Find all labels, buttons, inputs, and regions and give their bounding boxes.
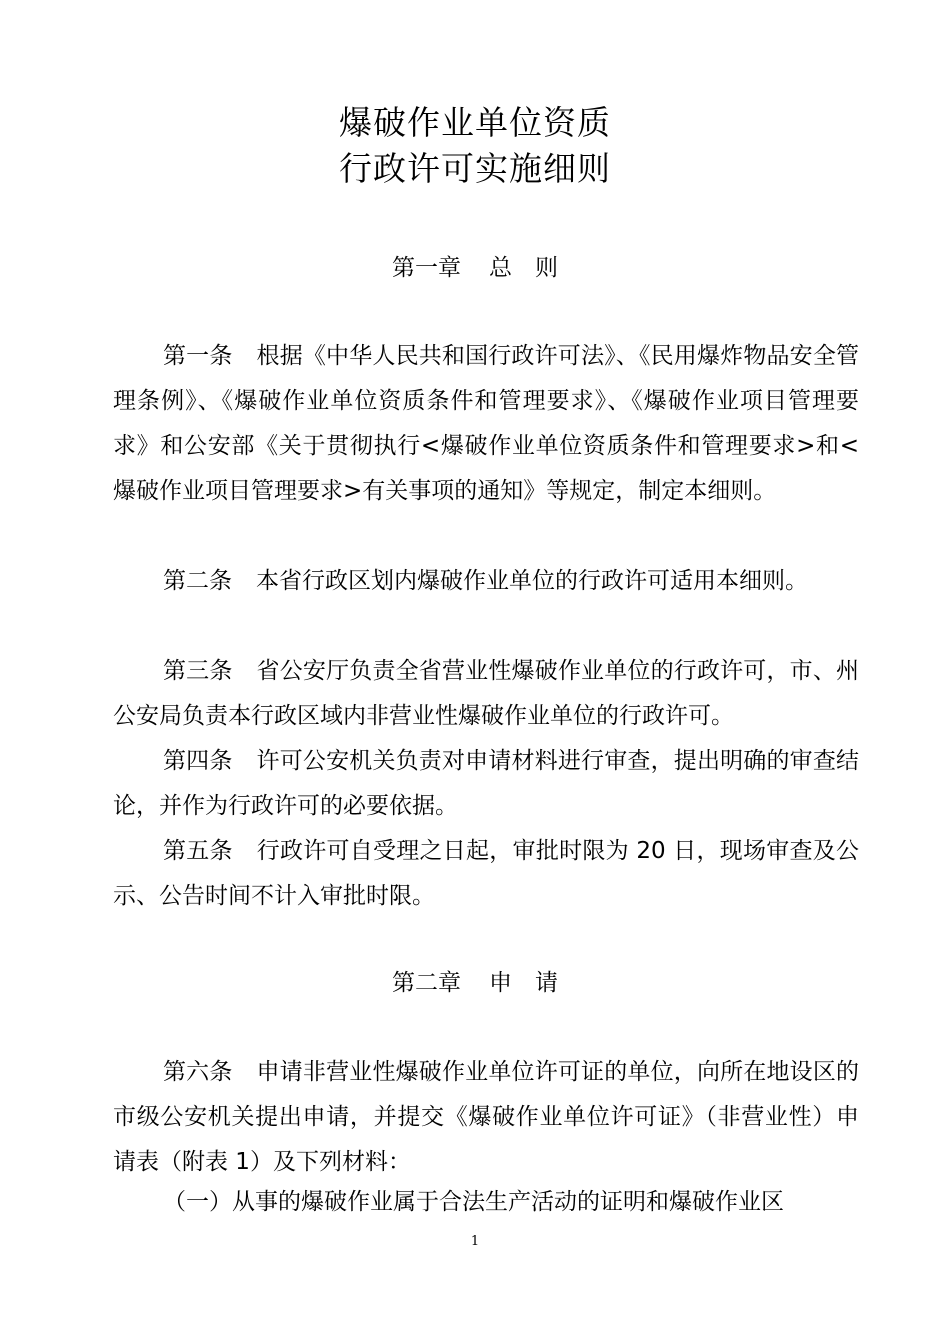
chapter-1-heading (0, 253, 950, 283)
article-4-label: 第四条 (163, 748, 233, 774)
article-2-text: 本省行政区划内爆破作业单位的行政许可适用本细则。 (256, 568, 808, 594)
article-4 (113, 739, 859, 829)
chapter-1-name: 总 则 (489, 255, 558, 281)
article-4-text: 许可公安机关负责对申请材料进行审查，提出明确的审查结论，并作为行政许可的必要依据。 (113, 748, 860, 819)
document-title-line-1: 爆破作业单位资质 (339, 103, 611, 142)
article-6 (113, 1050, 859, 1185)
article-3-text: 省公安厅负责全省营业性爆破作业单位的行政许可，市、州公安局负责本行政区域内非营业性爆破作业单位的行政许可。 (113, 658, 860, 729)
article-5-text: 行政许可自受理之日起，审批时限为 20 日，现场审查及公示、公告时间不计入审批时限。 (113, 838, 860, 909)
article-6-label: 第六条 (163, 1059, 233, 1085)
article-6-item-1: （一）从事的爆破作业属于合法生产活动的证明和爆破作业区 (163, 1189, 784, 1215)
chapter-2-name: 申 请 (489, 970, 558, 996)
article-3 (113, 649, 859, 739)
article-1-label: 第一条 (163, 343, 233, 369)
article-5 (113, 829, 859, 919)
article-1-text: 根据《中华人民共和国行政许可法》、《民用爆炸物品安全管理条例》、《爆破作业单位资质条件和管理要求》、《爆破作业项目管理要求》和公安部《关于贯彻执行<爆破作业单位资质条件和管理要求>和<爆破作业项目管理要求>有关事项的通知》等规定，制定本细则。 (113, 343, 860, 504)
page-number: 1 (470, 1234, 480, 1249)
article-2-label: 第二条 (163, 568, 232, 594)
document-title-line-2: 行政许可实施细则 (339, 149, 611, 188)
chapter-1-number: 第一章 (392, 255, 461, 281)
chapter-2-number: 第二章 (392, 970, 461, 996)
article-3-label: 第三条 (163, 658, 233, 684)
article-5-label: 第五条 (163, 838, 233, 864)
article-6-text: 申请非营业性爆破作业单位许可证的单位，向所在地设区的市级公安机关提出申请，并提交《爆破作业单位许可证》（非营业性）申请表（附表 1）及下列材料： (113, 1059, 860, 1175)
article-2 (113, 559, 859, 604)
chapter-2-heading (0, 968, 950, 998)
article-1 (113, 334, 859, 514)
